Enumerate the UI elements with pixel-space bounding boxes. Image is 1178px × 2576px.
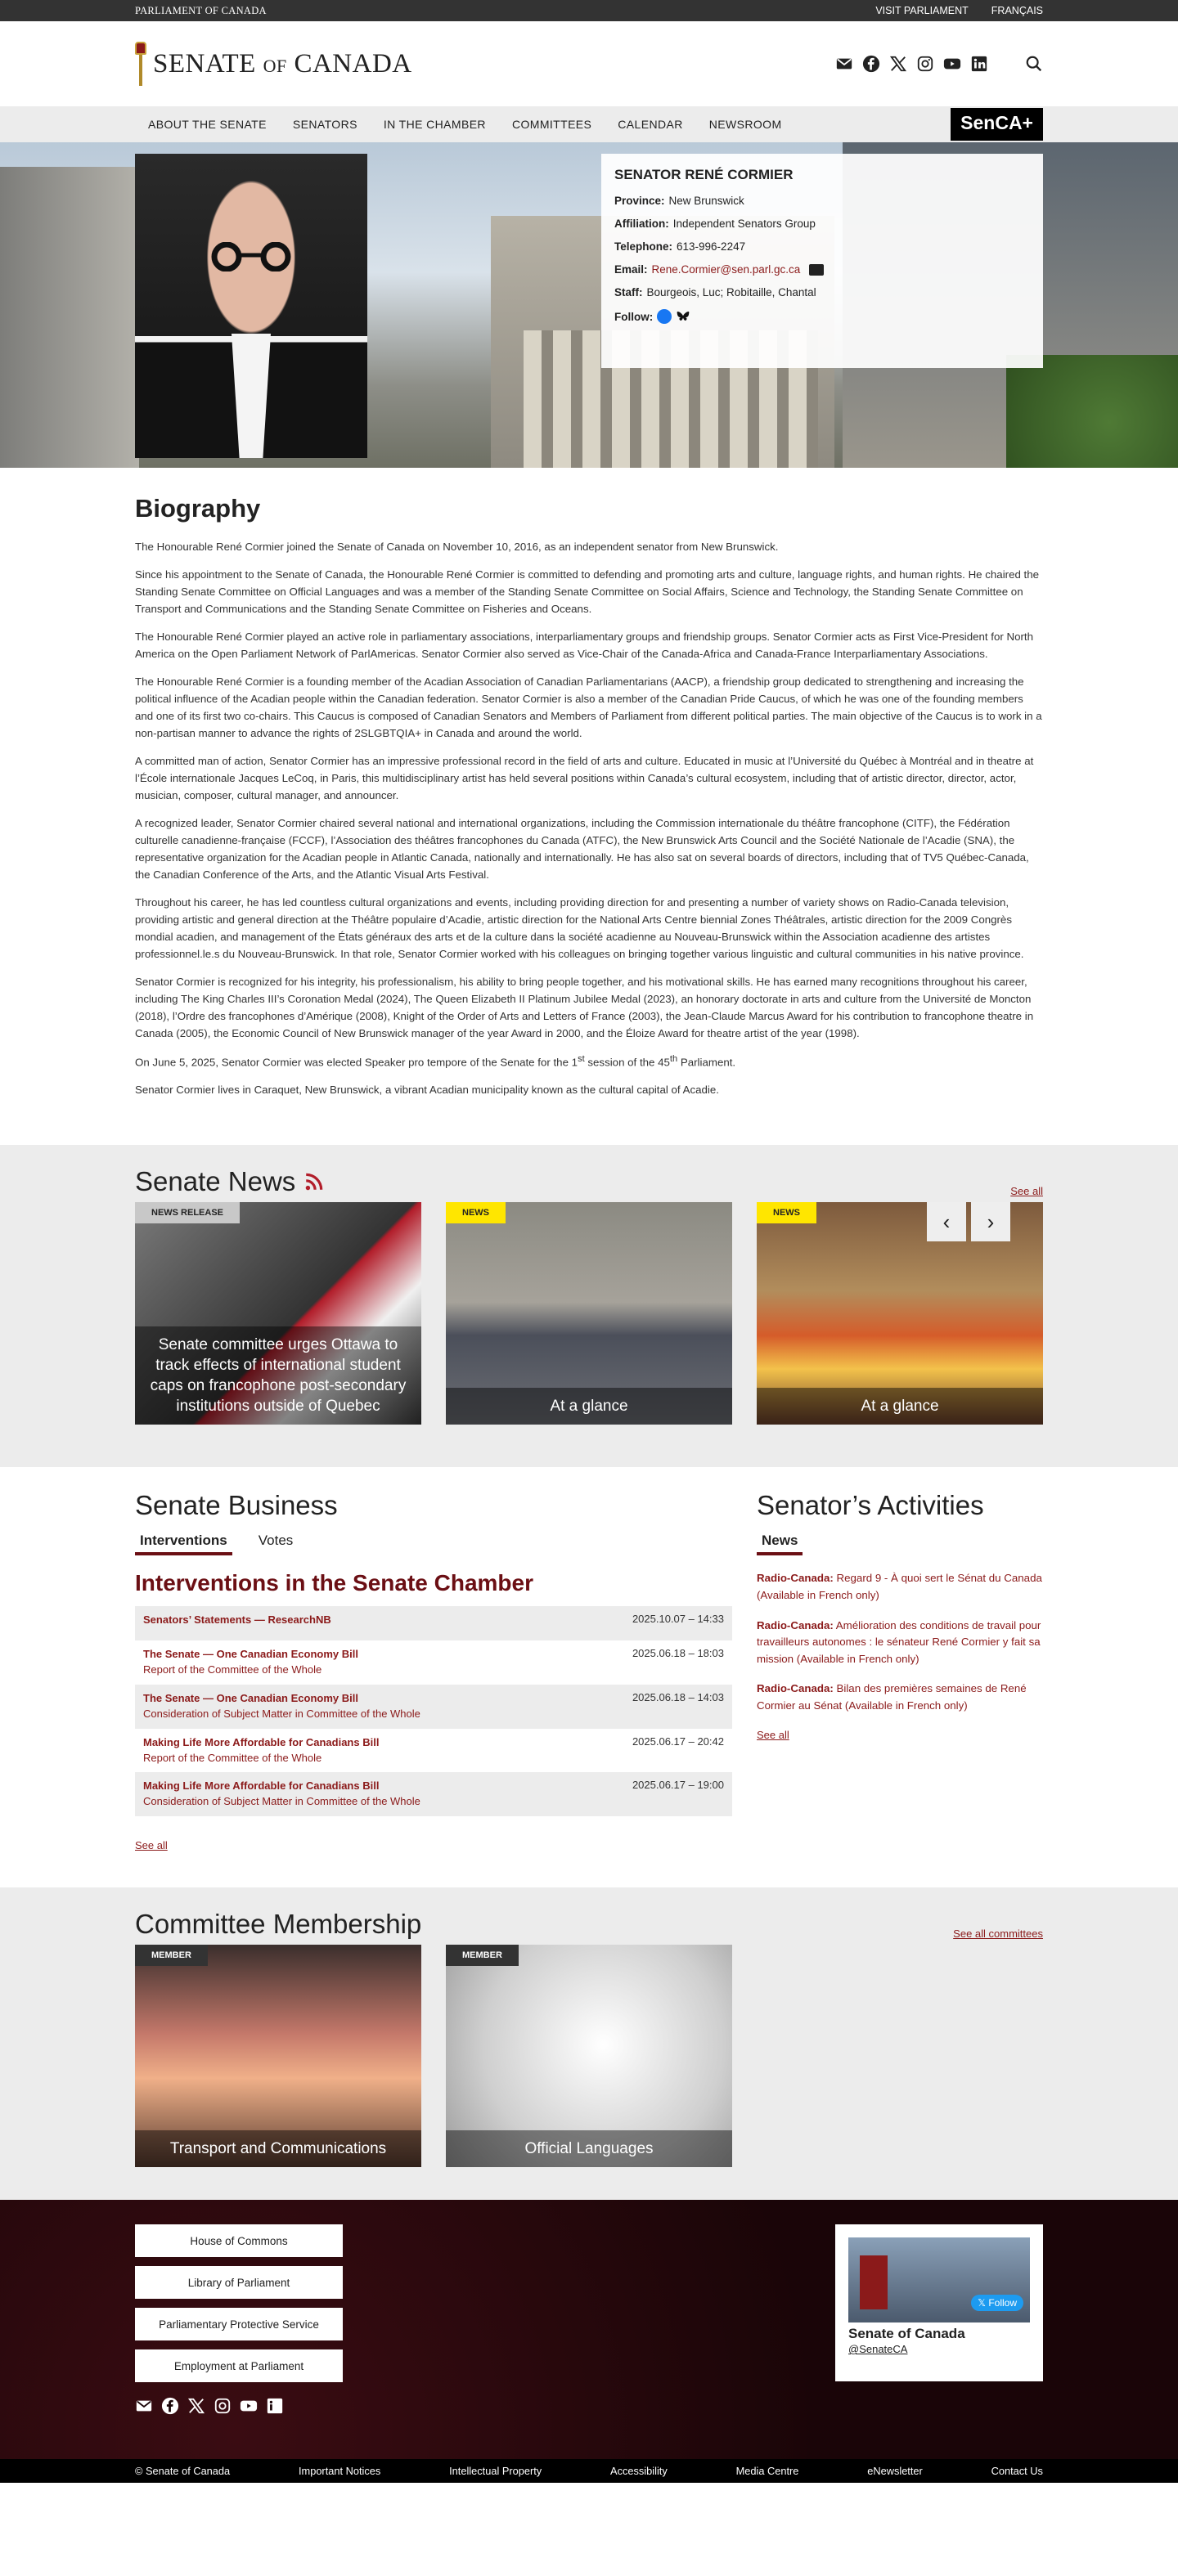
twitter-account-name: Senate of Canada	[848, 2326, 965, 2342]
intervention-sublink[interactable]: Consideration of Subject Matter in Committee of the Whole	[143, 1707, 420, 1720]
senate-business-title: Senate Business	[135, 1490, 338, 1521]
accessibility-link[interactable]: Accessibility	[610, 2465, 668, 2478]
copyright: © Senate of Canada	[135, 2465, 231, 2478]
interventions-table	[135, 1606, 732, 1816]
site-header	[0, 21, 1178, 106]
table-row	[135, 1772, 732, 1816]
senator-info-card: SENATOR RENÉ CORMIER Province: New Brunswick Affiliation: Independent Senators Group Telephone: 613-996-2247 Email: Rene.Cormier@sen.parl.gc.ca Staff: Bourgeois, Luc; Robitaille, Chantal Follow:	[601, 154, 1043, 368]
search-icon[interactable]	[1025, 55, 1043, 73]
bio-paragraph: The Honourable René Cormier is a founding member of the Acadian Association of Canadian Parliamentarians (AACP), a friendship group dedicated to strengthening and increasing the political influence of the Acadian people within the Canadian federation. Senator Cormier is also a member of the Canadian Pride Caucus, of which he was one of the founding members and one of its first two co-chairs. This Caucus is composed of Canadian Senators and Members of Parliament from different political parties. The main objective of the Caucus is to work in a non-partisan manner to advance the rights of 2SLGBTQIA+ in Canada and around the world.	[135, 675, 1042, 739]
rss-icon[interactable]	[303, 1171, 325, 1192]
intervention-link[interactable]: Senators’ Statements — ResearchNB	[143, 1613, 331, 1627]
news-tag: NEWS	[446, 1202, 506, 1223]
activity-source[interactable]: Radio-Canada:	[757, 1572, 834, 1585]
linkedin-icon[interactable]	[266, 2397, 284, 2415]
news-card[interactable]	[135, 1202, 421, 1425]
carousel-next-button[interactable]: ›	[971, 1202, 1010, 1241]
bio-paragraph: Throughout his career, he has led countless cultural organizations and events, including providing direction for and presenting a number of variety shows on Radio-Canada television, providing artistic and general direction at the Théâtre populaire d’Acadie, artistic direction for the National Arts Centre biennial Zones Théâtrales, artistic direction for the 2009 Congrès mondial acadien, and management of the États généraux des arts et de la culture dans la société acadienne au Nouveau-Brunswick within the Association acadienne des artistes professionnel.le.s du Nouveau-Brunswick. In that role, Senator Cormier worked with his colleagues on bringing together various linguistic and cultural communities in his native province.	[135, 896, 1024, 960]
senate-logo[interactable]: SENATE OF CANADA	[135, 42, 412, 86]
senate-news-section	[0, 1145, 1178, 1467]
main-nav	[0, 106, 1178, 142]
vcard-icon[interactable]	[809, 264, 824, 276]
senate-business-section	[0, 1467, 1178, 1887]
intervention-date: 2025.06.18 – 14:03	[632, 1691, 724, 1704]
tab-news[interactable]: News	[757, 1533, 803, 1555]
activity-item	[757, 1681, 1043, 1714]
intervention-link[interactable]: The Senate — One Canadian Economy Bill	[143, 1648, 358, 1661]
twitter-handle-link[interactable]: @SenateCA	[848, 2343, 908, 2356]
bio-paragraph: Senator Cormier is recognized for his integrity, his professionalism, his ability to bring people together, and his motivational skills. He has earned many recognitions throughout his career, including The King Charles III’s Coronation Medal (2024), The Queen Elizabeth II Platinum Jubilee Medal (2023), an honorary doctorate in arts and culture from the Université de Moncton (2018), l’Ordre des francophones d’Amérique (2008), Knight of the Order of Arts and Letters of France (2003), the Jean-Claude Marcus Award for his contribution to francophone theatre in Canada (2005), the Economic Council of New Brunswick manager of the year Award in 2000, and the Éloize Award for theatre artist of the year (1998).	[135, 976, 1034, 1039]
nav-newsroom[interactable]: NEWSROOM	[708, 118, 782, 131]
youtube-icon[interactable]	[240, 2397, 258, 2415]
employment-button[interactable]: Employment at Parliament	[135, 2349, 343, 2382]
twitter-widget[interactable]	[835, 2224, 1043, 2381]
committee-tag: MEMBER	[135, 1945, 208, 1966]
bluesky-icon[interactable]	[676, 309, 690, 324]
news-see-all-link[interactable]: See all	[1010, 1185, 1043, 1198]
bottom-bar	[0, 2459, 1178, 2483]
business-see-all-link[interactable]: See all	[135, 1839, 168, 1852]
contact-us-link[interactable]: Contact Us	[991, 2465, 1043, 2478]
library-of-parliament-button[interactable]: Library of Parliament	[135, 2266, 343, 2299]
committee-membership-section	[0, 1887, 1178, 2200]
site-footer	[0, 2200, 1178, 2459]
email-link[interactable]: Rene.Cormier@sen.parl.gc.ca	[651, 263, 801, 276]
facebook-icon[interactable]	[657, 309, 672, 324]
protective-service-button[interactable]: Parliamentary Protective Service	[135, 2308, 343, 2340]
senca-button[interactable]: SenCA+	[951, 108, 1043, 141]
carousel-prev-button[interactable]: ‹	[927, 1202, 966, 1241]
visit-parliament-link[interactable]: VISIT PARLIAMENT	[875, 5, 969, 16]
facebook-icon[interactable]	[161, 2397, 179, 2415]
enewsletter-link[interactable]: eNewsletter	[867, 2465, 923, 2478]
email-icon[interactable]	[135, 2397, 153, 2415]
table-row	[135, 1685, 732, 1729]
activities-see-all-link[interactable]: See all	[757, 1728, 789, 1741]
intervention-date: 2025.06.17 – 20:42	[632, 1735, 724, 1748]
intervention-link[interactable]: The Senate — One Canadian Economy Bill	[143, 1692, 358, 1705]
activity-link[interactable]: Regard 9 - À quoi sert le Sénat du Canada (Available in French only)	[757, 1572, 1042, 1602]
instagram-icon[interactable]	[916, 55, 934, 73]
x-icon[interactable]	[889, 55, 907, 73]
nav-committees[interactable]: COMMITTEES	[511, 118, 592, 131]
parliament-link[interactable]: PARLIAMENT OF CANADA	[135, 4, 267, 16]
bio-paragraph: A recognized leader, Senator Cormier chaired several national and international organizations, including the Commission internationale du théâtre francophone (CITF), the Fédération culturelle canadienne-française (FCCF), l’Association des théâtres francophones du Canada (ATFC), the New Brunswick Arts Council and the Société Nationale de l’Acadie (SNA), the representative organization for the Acadian people in Atlantic Canada, nationally and internationally. He has also sat on several boards of directors, including that of TV5 Québec-Canada, the Canadian Conference of the Arts, and the Atlantic Visual Arts Festival.	[135, 817, 1029, 881]
bio-paragraph: On June 5, 2025, Senator Cormier was elected Speaker pro tempore of the Senate for the 1st session of the 45th Parliament.	[135, 1054, 736, 1069]
activity-source[interactable]: Radio-Canada:	[757, 1618, 834, 1631]
committee-tag: MEMBER	[446, 1945, 519, 1966]
intervention-date: 2025.06.17 – 19:00	[632, 1779, 724, 1792]
profile-hero	[0, 142, 1178, 468]
bio-paragraph: The Honourable René Cormier played an active role in parliamentary associations, interparliamentary groups and friendship groups. Senator Cormier acts as First Vice-President for North America on the Open Parliament Network of ParlAmericas. Senator Cormier also served as Vice-Chair of the Canada-Africa and Canada-France Interparliamentary Associations.	[135, 631, 1034, 660]
news-card[interactable]	[446, 1202, 732, 1425]
intervention-sublink[interactable]: Report of the Committee of the Whole	[143, 1663, 322, 1676]
activity-item	[757, 1618, 1043, 1668]
instagram-icon[interactable]	[214, 2397, 232, 2415]
email-icon[interactable]	[835, 55, 853, 73]
biography-section	[0, 468, 1178, 1145]
affiliation-value: Independent Senators Group	[672, 218, 816, 230]
activity-link[interactable]: Amélioration des conditions de travail pour travailleurs autonomes : le sénateur René Cormier y fait sa mission (Available in French only)	[757, 1618, 1041, 1665]
senate-news-title: Senate News	[135, 1166, 325, 1197]
senator-name: SENATOR RENÉ CORMIER	[614, 167, 794, 182]
activities-title: Senator’s Activities	[757, 1490, 984, 1521]
committee-membership-title: Committee Membership	[135, 1909, 422, 1940]
bio-paragraph: Senator Cormier lives in Caraquet, New Brunswick, a vibrant Acadian municipality known as the cultural capital of Acadie.	[135, 1084, 719, 1097]
committee-caption: Transport and Communications	[135, 2130, 421, 2167]
news-tag: NEWS	[757, 1202, 816, 1223]
tab-interventions[interactable]: Interventions	[135, 1533, 232, 1555]
nav-about[interactable]: ABOUT THE SENATE	[148, 118, 267, 131]
committee-card[interactable]	[446, 1945, 732, 2167]
language-toggle[interactable]: FRANÇAIS	[991, 5, 1043, 16]
linkedin-icon[interactable]	[970, 55, 988, 73]
news-caption: At a glance	[446, 1388, 732, 1425]
house-of-commons-button[interactable]: House of Commons	[135, 2224, 343, 2257]
see-all-committees-link[interactable]: See all committees	[953, 1928, 1043, 1941]
nav-calendar[interactable]: CALENDAR	[618, 118, 683, 131]
facebook-icon[interactable]	[862, 55, 880, 73]
committee-caption: Official Languages	[446, 2130, 732, 2167]
biography-title: Biography	[135, 494, 261, 523]
table-row	[135, 1729, 732, 1773]
intervention-link[interactable]: Making Life More Affordable for Canadians Bill	[143, 1779, 380, 1793]
activity-item	[757, 1570, 1043, 1604]
intervention-sublink[interactable]: Consideration of Subject Matter in Committee of the Whole	[143, 1795, 420, 1808]
important-notices-link[interactable]: Important Notices	[298, 2465, 381, 2478]
senator-portrait	[135, 154, 367, 458]
activity-source[interactable]: Radio-Canada:	[757, 1682, 834, 1695]
mace-icon	[135, 42, 146, 86]
top-bar	[0, 0, 1178, 21]
intervention-date: 2025.06.18 – 18:03	[632, 1647, 724, 1660]
intellectual-property-link[interactable]: Intellectual Property	[449, 2465, 542, 2478]
media-centre-link[interactable]: Media Centre	[735, 2465, 799, 2478]
twitter-follow-button[interactable]: 𝕏 Follow	[971, 2295, 1023, 2311]
bio-paragraph: Since his appointment to the Senate of Canada, the Honourable René Cormier is committed to defending and promoting arts and culture, language rights, and human rights. He chaired the Standing Senate Committee on Official Languages and was a member of the Standing Senate Committee on Social Affairs, Science and Technology, the Standing Senate Committee on Transport and Communications and the Standing Senate Committee on Fisheries and Oceans.	[135, 568, 1040, 615]
news-caption: Senate committee urges Ottawa to track effects of international student caps on francophone post-secondary institutions outside of Quebec	[135, 1326, 421, 1425]
province-value: New Brunswick	[668, 195, 744, 207]
table-row	[135, 1640, 732, 1685]
activity-link[interactable]: Bilan des premières semaines de René Cormier au Sénat (Available in French only)	[757, 1682, 1027, 1712]
news-card[interactable]	[757, 1202, 1043, 1425]
committee-card[interactable]	[135, 1945, 421, 2167]
interventions-title: Interventions in the Senate Chamber	[135, 1570, 533, 1596]
table-row	[135, 1606, 732, 1640]
x-icon[interactable]	[187, 2397, 205, 2415]
staff-value: Bourgeois, Luc; Robitaille, Chantal	[646, 286, 816, 298]
tab-votes[interactable]: Votes	[258, 1533, 294, 1549]
nav-senators[interactable]: SENATORS	[292, 118, 357, 131]
nav-in-the-chamber[interactable]: IN THE CHAMBER	[383, 118, 486, 131]
telephone-value: 613-996-2247	[677, 240, 746, 253]
bio-paragraph: The Honourable René Cormier joined the Senate of Canada on November 10, 2016, as an independent senator from New Brunswick.	[135, 541, 779, 553]
intervention-sublink[interactable]: Report of the Committee of the Whole	[143, 1751, 322, 1764]
bio-paragraph: A committed man of action, Senator Cormier has an impressive professional record in the field of arts and culture. Educated in music at l’Université du Québec à Montréal and in theatre at l’École internationale Jacques LeCoq, in Paris, this multidisciplinary artist has held several positions within Canada’s cultural ecosystem, including that of artistic director, director, actor, musician, composer, cultural manager, and announcer.	[135, 755, 1034, 801]
news-caption: At a glance	[757, 1388, 1043, 1425]
youtube-icon[interactable]	[943, 55, 961, 73]
intervention-link[interactable]: Making Life More Affordable for Canadians Bill	[143, 1735, 380, 1748]
news-tag: NEWS RELEASE	[135, 1202, 240, 1223]
intervention-date: 2025.10.07 – 14:33	[632, 1613, 724, 1626]
